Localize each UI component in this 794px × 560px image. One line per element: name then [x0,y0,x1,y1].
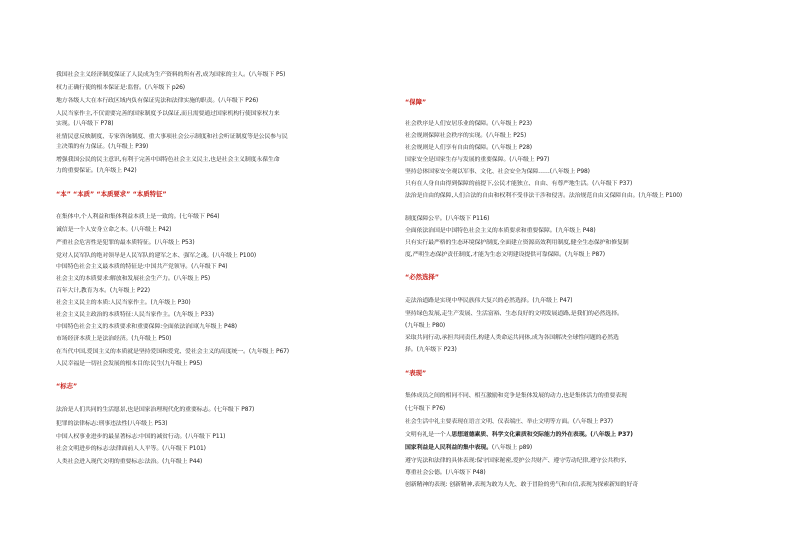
text-line [405,430,745,440]
text-line: 制度保障公平。(八年级下 P116) [405,216,490,222]
section-heading-biran: “必然选择” [405,273,439,281]
text-line: 诚信是一个人安身立命之本。(八年级上 P42) [56,227,172,233]
text-line: 中国人权事业进步的最显著标志:中国的减贫行动。(八年级下 P11) [56,434,226,440]
text-segment: 文明有礼是一个人 [405,432,452,438]
text-line: 在集体中,个人利益和集体利益本质上是一致的。(七年级下 P64) [56,214,220,220]
text-line: 社会文明进步的标志:法律面前人人平等。(八年级下 P101) [56,446,206,452]
text-line: 法治是人们共同的生活愿景,也是国家治理现代化的重要标志。(七年级下 P87) [56,407,255,413]
section-heading-biaozhi: “标志” [56,382,78,390]
text-line: 集体成员之间的相同不同、相互激励和竞争是集体发展的动力,也是集体活力的重要表现 [405,393,627,399]
text-line: 人类社会进入现代文明的重要标志:法治。(九年级上 P44) [56,459,203,465]
text-line: 增强我国公民的民主意识,有利于完善中国特色社会主义民主,也是社会主义制度永葆生命 [56,157,280,163]
text-line: 社会规则保障社会秩序的实现。(八年级上 P25) [405,133,527,139]
section-heading-baozhang: “保障” [405,98,427,106]
text-line: (七年级下 P76) [405,406,446,412]
section-heading-biaoxian: “表现” [405,369,427,377]
text-line: 社会秩序是人们安居乐业的保障。(八年级上 P23) [405,121,532,127]
text-line: 社情民意反映制度、专家咨询制度、重大事项社会公示制度和社会听证制度等是公民参与民 [56,134,288,140]
text-segment: (八年级上 p89) [491,445,533,451]
text-line [405,443,532,453]
text-line: 度,严明生态保护责任制度,才能为生态文明建设提供可靠保障。(九年级上 P87) [405,252,605,258]
text-line: 坚持绿色发展,走生产发展、生活富裕、生态良好的文明发展道路,是我们的必然选择。 [405,311,623,317]
text-line: 采取共同行动,承担共同责任,构建人类命运共同体,成为各国解决全球性问题的必然选 [405,335,619,341]
text-line: 只有在人身自由得到保障的前提下,公民才能独立、自由、有尊严地生活。(八年级下 P37) [405,181,633,187]
text-line: 坚持总体国家安全观以军事、文化、社会安全为保障……(八年级上 P98) [405,169,590,175]
text-line: 人民当家作主,不仅需要完善的国家制度予以保证,而且需要通过国家机构行使国家权力来 [56,111,280,117]
bold-text-segment: 思想道德素质、科学文化素质和交际能力的外在表现。(八年级上 P37) [451,432,633,438]
text-line: 主决策的有力保证。(九年级上 P39) [56,144,149,150]
text-line: 犯罪的法律标志:刑事违法性(八年级上 P53) [56,421,168,427]
text-line: (九年级上 P80) [405,323,446,329]
text-line: 百年大计,教育为本。(九年级上 P22) [56,288,150,294]
text-line: 择。(九年级下 P23) [405,347,457,353]
text-line: 走法治道路是实现中华民族伟大复兴的必然选择。(九年级上 P47) [405,298,573,304]
text-line: 社会规则是人们享有自由的保障。(八年级上 P28) [405,145,532,151]
text-line: 国家安全是国家生存与发展的重要保障。(八年级上 P97) [405,157,550,163]
text-line: 权力正确行使的根本保证是:监督。(八年级下 p26) [56,85,186,91]
text-line: 社会主义民主政治的本质特征:人民当家作主。(九年级上 P33) [56,312,214,318]
text-line: 遵守宪法和法律的具体表现:保守国家秘密,爱护公共财产、遵守劳动纪律,遵守公共秩序, [405,458,627,464]
text-line: 力的重要保证。(九年级上 P42) [56,168,137,174]
text-line: 社会主义民主的本质:人民当家作主。(九年级上 P30) [56,300,191,306]
text-line: 在当代中国,爱国主义的本质就是坚持爱国和爱党、爱社会主义的高度统一。(九年级上 P67) [56,349,289,355]
text-line: 中国特色社会主义最本质的特征是:中国共产党领导。(八年级下 P4) [56,264,228,270]
text-line: 中国特色社会主义的本质要求和重要保障:全面依法治国(九年级上 P48) [56,324,237,330]
text-line: 人民幸福是一切社会发展的根本目的:民生(九年级上 P95) [56,361,203,367]
section-heading-benzhi: “本” “本质” “本质要求” “本质特征” [56,190,167,198]
text-line: 全面依法治国是中国特色社会主义的本质要求和重要保障。(九年级上 P48) [405,228,596,234]
text-line: 严重社会危害性是犯罪的最本质特征。(八年级上 P53) [56,240,195,246]
text-line: 只有实行最严格的生态环境保护制度,全面建立资源高效利用制度,健全生态保护和修复制 [405,240,629,246]
text-line: 社会生活中礼主要表现在语言文明、仪表端庄、举止文明等方面。(八年级上 P37) [405,419,614,425]
text-line: 实现。(八年级下 P78) [56,121,114,127]
text-line: 党对人民军队的绝对领导是人民军队的建军之本、强军之魂。(八年级上 P100) [56,253,257,259]
bold-text-segment: 国家利益是人民利益的集中表现。 [405,445,492,451]
text-line: 市场经济本质上是法治经济。(九年级上 P50) [56,336,172,342]
text-line: 地方各级人大在本行政区域内负有保证宪法和法律实施的职责。(八年级下 P26) [56,98,259,104]
text-line: 法治是自由的保障,人们合法的自由和权利不受非法干涉和侵害。法治规范自由又保障自由。(九年级上 P100) [405,193,683,199]
text-line: 尊重社会公德。(八年级下 P48) [405,470,486,476]
text-line: 创新精神的表现: 创新精神,表现为敢为人先、敢于冒险的勇气和自信,表现为探索新知的好奇 [405,482,639,488]
text-line: 我国社会主义经济制度保证了人民成为生产资料的所有者,成为国家的主人。(八年级下 P5) [56,72,286,78]
text-line: 社会主义的本质要求:解放和发展社会生产力。(八年级上 P5) [56,276,211,282]
